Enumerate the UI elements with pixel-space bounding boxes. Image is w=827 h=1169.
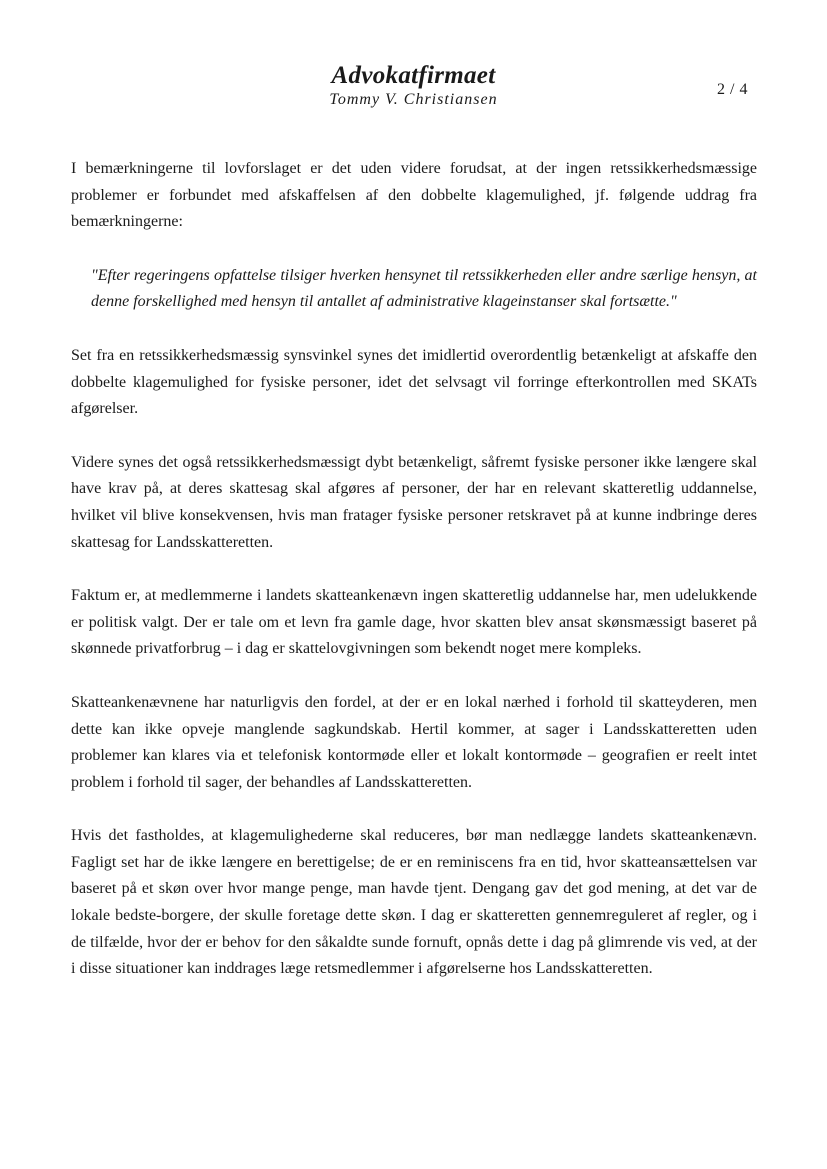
document-body — [71, 156, 757, 1010]
quotation: "Efter regeringens opfattelse tilsiger hverken hensynet til retssikkerheden eller andre særlige hensyn, at denne forskellighed med hensyn til antallet af administrative klageinstanser skal fortsætte." — [91, 266, 757, 311]
paragraph-6: Hvis det fastholdes, at klagemulighederne skal reduceres, bør man nedlægge landets skatteankenævn. Fagligt set har de ikke længere en berettigelse; de er en reminiscens fra en tid, hvor skatteansættelsen var baseret på et skøn over hvor mange penge, man havde tjent. Dengang gav det god mening, at det var de lokale bedste-borgere, der skulle foretage dette skøn. I dag er skatteretten gennemreguleret af regler, og i de tilfælde, hvor der er behov for den såkaldte sunde fornuft, opnås dette i dag på glimrende vis ved, at der i disse situationer kan inddrages læge retsmedlemmer i afgørelserne hos Landsskatteretten. — [71, 827, 757, 978]
letterhead — [0, 62, 827, 110]
firm-name: Advokatfirmaet — [331, 62, 496, 89]
paragraph-5: Skatteankenævnene har naturligvis den fordel, at der er en lokal nærhed i forhold til skatteyderen, men dette kan ikke opveje manglende sagkundskab. Hertil kommer, at sager i Landsskatteretten uden problemer kan klares via et telefonisk kontormøde eller et lokalt kontormøde – geografien er reelt intet problem i forhold til sager, der behandles af Landsskatteretten. — [71, 693, 757, 791]
paragraph-1: I bemærkningerne til lovforslaget er det uden videre forudsat, at der ingen retssikkerhedsmæssige problemer er forbundet med afskaffelsen af den dobbelte klagemulighed, jf. følgende uddrag fra bemærkningerne: — [71, 160, 757, 231]
paragraph-4: Faktum er, at medlemmerne i landets skatteankenævn ingen skatteretlig uddannelse har, men udelukkende er politisk valgt. Der er tale om et levn fra gamle dage, hvor skatten blev ansat skønsmæssigt baseret på skønnede privatforbrug – i dag er skattelovgivningen som bekendt noget mere kompleks. — [71, 587, 757, 658]
firm-owner: Tommy V. Christiansen — [329, 91, 498, 108]
paragraph-3: Videre synes det også retssikkerhedsmæssigt dybt betænkeligt, såfremt fysiske personer ikke længere skal have krav på, at deres skattesag skal afgøres af personer, der har en relevant skatteretlig uddannelse, hvilket vil blive konsekvensen, hvis man fratager fysiske personer retskravet på at kunne indbringe deres skattesag for Landsskatteretten. — [71, 453, 757, 551]
paragraph-2: Set fra en retssikkerhedsmæssig synsvinkel synes det imidlertid overordentlig betænkeligt at afskaffe den dobbelte klagemulighed for fysiske personer, idet det selvsagt vil forringe efterkontrollen med SKATs afgørelser. — [71, 346, 757, 418]
page-number: 2 / 4 — [717, 81, 748, 98]
